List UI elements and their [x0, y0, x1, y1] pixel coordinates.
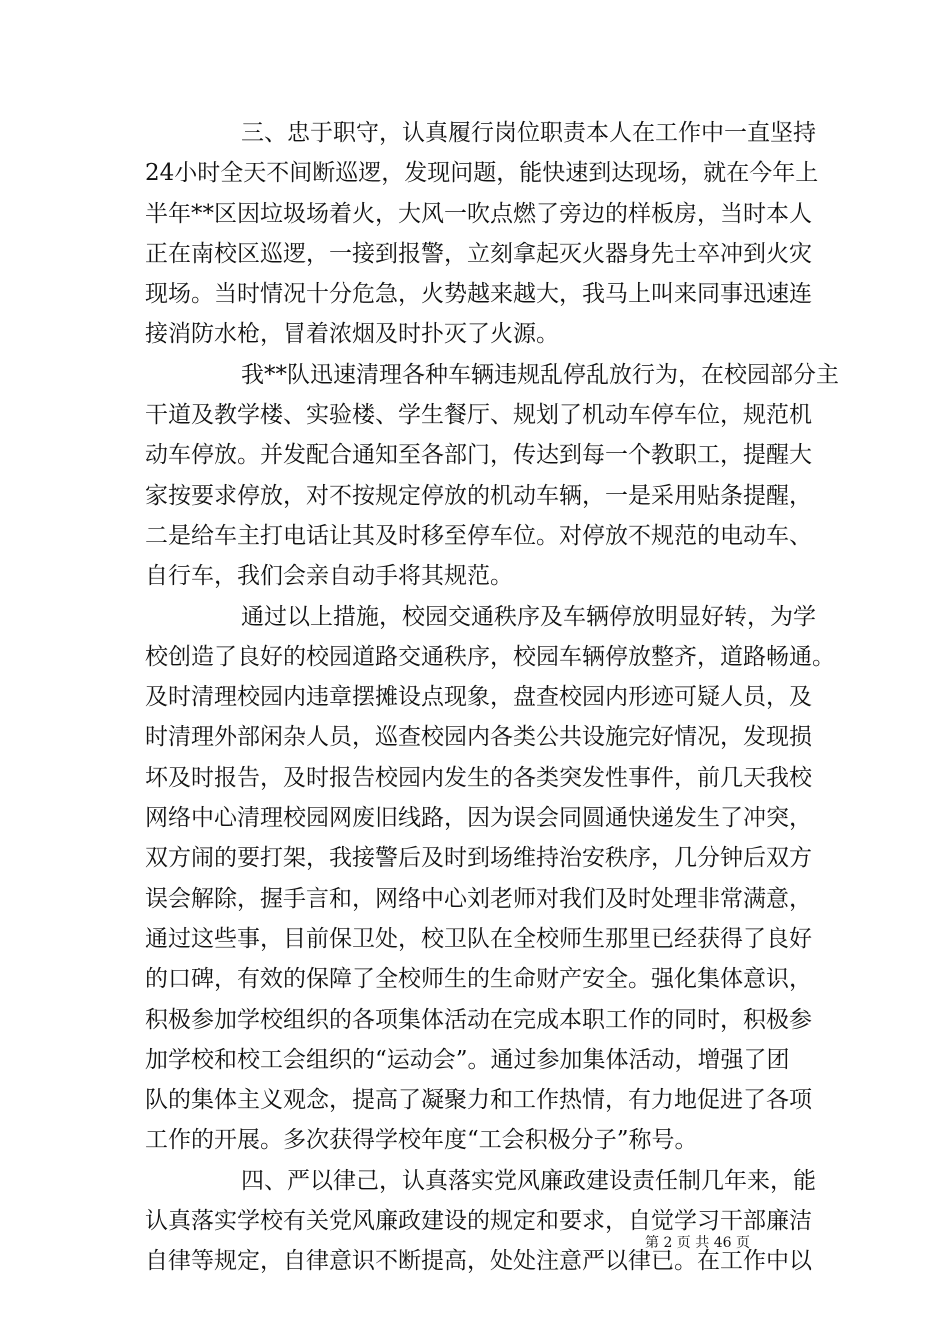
- paragraph-line: 我**队迅速清理各种车辆违规乱停乱放行为，在校园部分主: [241, 361, 839, 388]
- paragraph-line: 干道及教学楼、实验楼、学生餐厅、规划了机动车停车位，规范机: [145, 402, 812, 429]
- page-number: 第 2 页 共 46 页: [645, 1235, 750, 1251]
- paragraph-line: 四、严以律己，认真落实党风廉政建设责任制几年来，能: [241, 1167, 816, 1194]
- paragraph-line: 半年**区因垃圾场着火，大风一吹点燃了旁边的样板房，当时本人: [145, 200, 812, 227]
- paragraph-line: 校创造了良好的校园道路交通秩序，校园车辆停放整齐，道路畅通。: [145, 643, 835, 670]
- paragraph-line: 接消防水枪，冒着浓烟及时扑灭了火源。: [145, 321, 559, 348]
- body-text: [145, 113, 839, 1282]
- paragraph-line: 时清理外部闲杂人员，巡查校园内各类公共设施完好情况，发现损: [145, 724, 812, 751]
- paragraph-line: 正在南校区巡逻，一接到报警，立刻拿起灭火器身先士卒冲到火灾: [145, 240, 812, 267]
- paragraph-line: 动车停放。并发配合通知至各部门，传达到每一个教职工，提醒大: [145, 442, 812, 469]
- paragraph-line: 自律等规定，自律意识不断提高，处处注意严以律已。在工作中以: [145, 1248, 812, 1275]
- paragraph-line: 二是给车主打电话让其及时移至停车位。对停放不规范的电动车、: [145, 522, 812, 549]
- paragraph-line: 误会解除，握手言和，网络中心刘老师对我们及时处理非常满意，: [145, 885, 812, 912]
- paragraph-line: 家按要求停放，对不按规定停放的机动车辆，一是采用贴条提醒，: [145, 482, 812, 509]
- paragraph-line: 网络中心清理校园网废旧线路，因为误会同圆通快递发生了冲突，: [145, 805, 812, 832]
- paragraph-line: 加学校和校工会组织的“运动会”。通过参加集体活动，增强了团: [145, 1046, 790, 1073]
- paragraph-line: 坏及时报告，及时报告校园内发生的各类突发性事件，前几天我校: [145, 764, 812, 791]
- paragraph-line: 积极参加学校组织的各项集体活动在完成本职工作的同时，积极参: [145, 1006, 812, 1033]
- paragraph-line: 的口碑，有效的保障了全校师生的生命财产安全。强化集体意识，: [145, 966, 812, 993]
- paragraph-line: 通过以上措施，校园交通秩序及车辆停放明显好转，为学: [241, 603, 816, 630]
- paragraph-line: 通过这些事，目前保卫处，校卫队在全校师生那里已经获得了良好: [145, 925, 812, 952]
- paragraph-line: 双方闹的要打架，我接警后及时到场维持治安秩序，几分钟后双方: [145, 845, 812, 872]
- paragraph-line: 三、忠于职守，认真履行岗位职责本人在工作中一直坚持: [241, 120, 816, 146]
- paragraph-line: 工作的开展。多次获得学校年度“工会积极分子”称号。: [145, 1127, 698, 1154]
- paragraph-line: 及时清理校园内违章摆摊设点现象，盘查校园内形迹可疑人员，及: [145, 684, 812, 711]
- paragraph-line: 队的集体主义观念，提高了凝聚力和工作热情，有力地促进了各项: [145, 1087, 812, 1114]
- paragraph-line: 自行车，我们会亲自动手将其规范。: [145, 563, 513, 590]
- paragraph-line: 24小时全天不间断巡逻，发现问题，能快速到达现场，就在今年上: [145, 160, 819, 187]
- paragraph-line: 现场。当时情况十分危急，火势越来越大，我马上叫来同事迅速连: [145, 281, 812, 308]
- paragraph-line: 认真落实学校有关党风廉政建设的规定和要求，自觉学习干部廉洁: [145, 1208, 812, 1235]
